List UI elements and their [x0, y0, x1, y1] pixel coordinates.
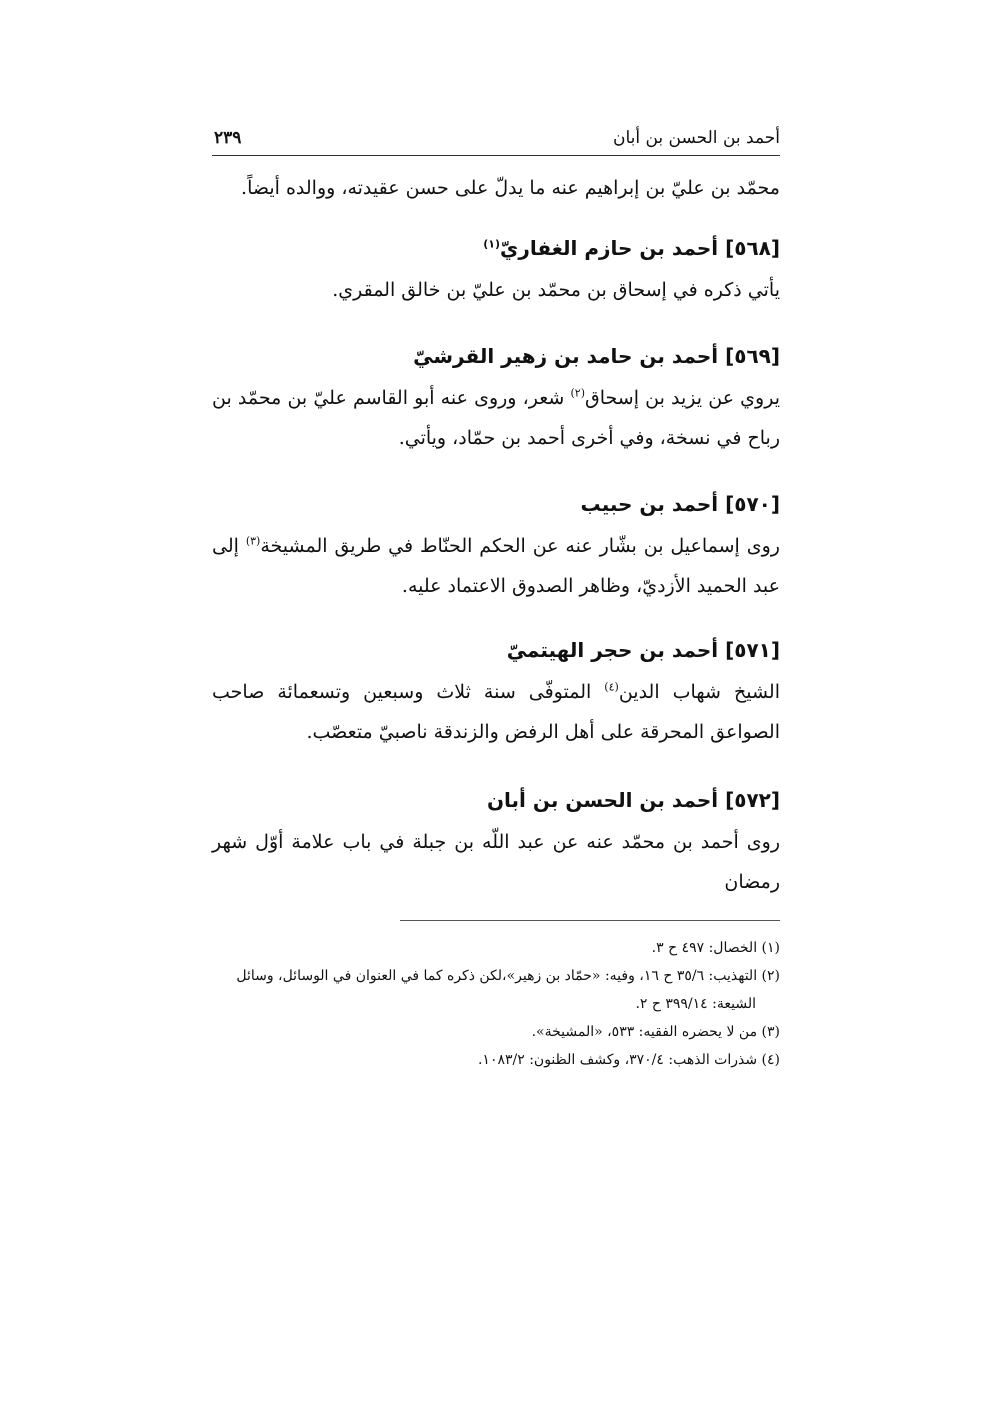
- entry-body: يأتي ذكره في إسحاق بن محمّد بن عليّ بن خالق المقري.: [332, 279, 780, 301]
- footnote-2: (٢) التهذيب: ٣٥/٦ ح ١٦، وفيه: «حمّاد بن زهير»،لكن ذكره كما في العنوان في الوسائل، وسائل: [236, 968, 780, 984]
- entry-572: [212, 784, 780, 902]
- entry-title: [٥٧٢] أحمد بن الحسن بن أبان: [486, 788, 780, 812]
- entry-568: [212, 232, 780, 310]
- entry-title: [٥٦٨] أحمد بن حازم الغفاريّ$^{(١)}$: [483, 236, 780, 260]
- footnotes: [212, 934, 780, 1074]
- entry-body: روى أحمد بن محمّد عنه عن عبد اللّه بن جبلة في باب علامة أوّل شهر رمضان: [212, 831, 780, 893]
- entry-569: [212, 340, 780, 458]
- footnote-2-continued: الشيعة: ٣٩٩/١٤ ح ٢.: [635, 996, 756, 1012]
- footnote-ref: (٣): [245, 534, 261, 548]
- entry-570: [212, 488, 780, 606]
- footnote-1: (١) الخصال: ٤٩٧ ح ٣.: [651, 940, 780, 956]
- entry-571: [212, 634, 780, 752]
- footnote-ref: (٢): [570, 386, 585, 400]
- footnote-3: (٣) من لا يحضره الفقيه: ٥٣٣، «المشيخة».: [531, 1024, 780, 1040]
- running-title: أحمد بن الحسن بن أبان: [612, 128, 780, 148]
- entry-body: الشيخ شهاب الدين$^{(٤)}$ المتوفّى سنة ثلاث وسبعين وتسعمائة صاحب الصواعق المحرقة على أهل الرفض والزندقة ناصبيّ متعصّب.: [212, 680, 780, 743]
- intro-block: [212, 168, 780, 208]
- footnote-ref: (١): [483, 237, 500, 251]
- running-head: [212, 124, 780, 156]
- page-number: ٢٣٩: [214, 128, 242, 148]
- intro-paragraph: محمّد بن عليّ بن إبراهيم عنه ما يدلّ على حسن عقيدته، ووالده أيضاً.: [241, 177, 780, 199]
- entry-title: [٥٦٩] أحمد بن حامد بن زهير القرشيّ: [413, 344, 780, 368]
- footnote-4: (٤) شذرات الذهب: ٣٧٠/٤، وكشف الظنون: ١٠٨٣/٢.: [477, 1052, 780, 1068]
- footnote-ref: (٤): [604, 680, 619, 694]
- entry-title: [٥٧١] أحمد بن حجر الهيتميّ: [506, 638, 780, 662]
- footnote-divider: [400, 920, 780, 921]
- entry-title: [٥٧٠] أحمد بن حبيب: [580, 492, 780, 516]
- entry-body: روى إسماعيل بن بشّار عنه عن الحكم الحنّاط في طريق المشيخة$^{(٣)}$ إلى عبد الحميد الأزديّ، وظاهر الصدوق الاعتماد عليه.: [212, 534, 780, 597]
- entry-body: يروي عن يزيد بن إسحاق$^{(٢)}$ شعر، وروى عنه أبو القاسم عليّ بن محمّد بن رباح في نسخة، وفي أخرى أحمد بن حمّاد، ويأتي.: [212, 386, 780, 449]
